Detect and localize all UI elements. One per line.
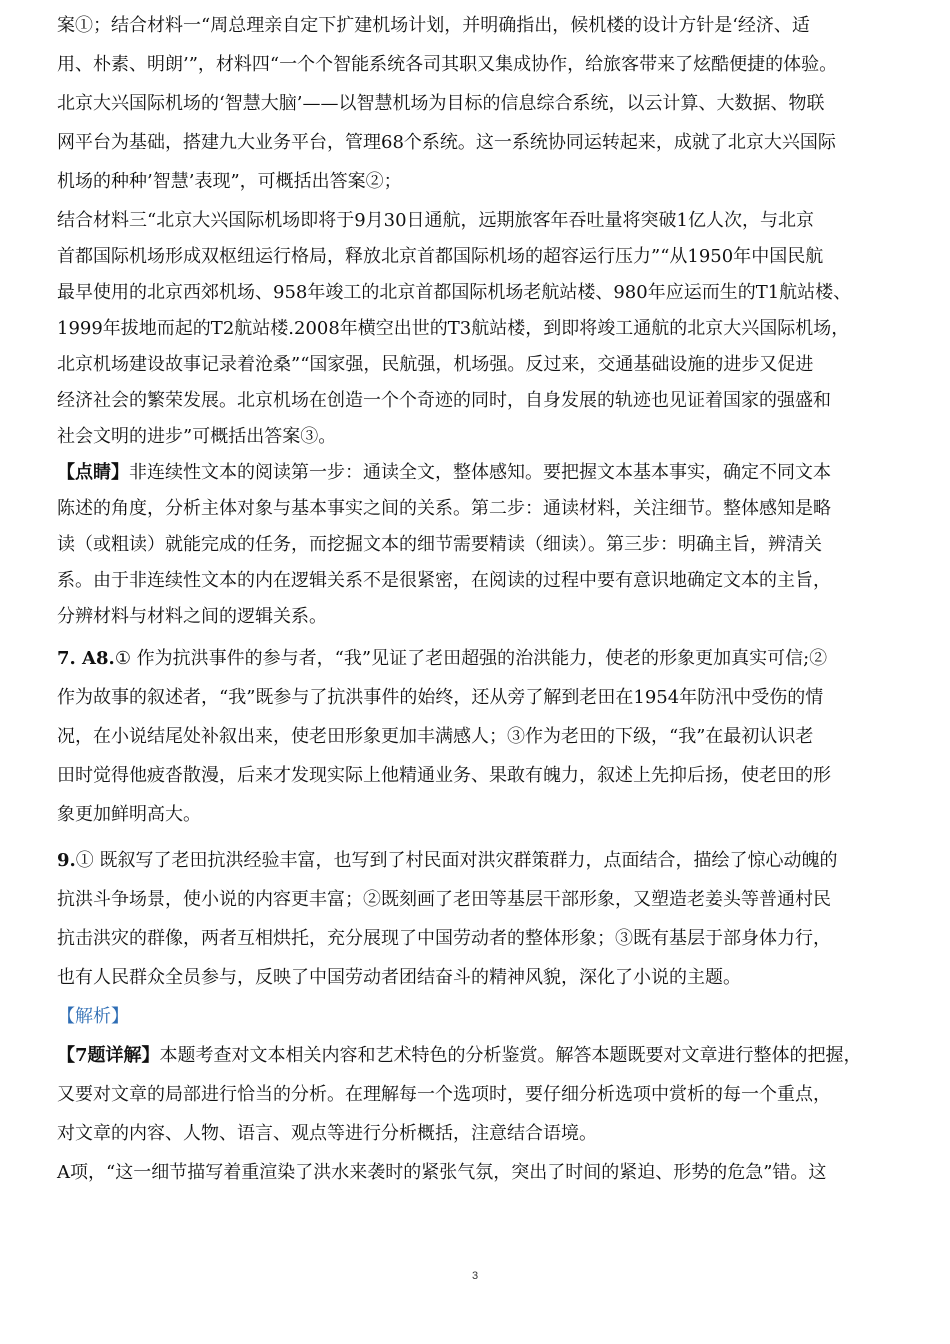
text-line: 经济社会的繁荣发展。北京机场在创造一个个奇迹的同时，自身发展的轨迹也见证着国家的强盛和: [57, 390, 831, 411]
text-span: 本题考查对文本相关内容和艺术特色的分析鉴赏。解答本题既要对文章进行整体的把握，: [159, 1045, 862, 1066]
text-line: A项，“这一细节描写着重渲染了洪水来袭时的紧张气氛，突出了时间的紧迫、形势的危急”错。这: [57, 1162, 827, 1183]
text-line: [57, 461, 831, 485]
text-line: 田时觉得他疲沓散漫，后来才发现实际上他精通业务、果敢有魄力，叙述上先抑后扬，使老田的形: [57, 765, 831, 786]
text-line: [57, 647, 827, 671]
page-number: 3: [471, 1270, 479, 1282]
text-line: 又要对文章的局部进行恰当的分析。在理解每一个选项时，要仔细分析选项中赏析的每一个重点，: [57, 1084, 831, 1105]
text-line: 北京机场建设故事记录着沧桑”“国家强，民航强，机场强。反过来，交通基础设施的进步又促进: [57, 354, 814, 375]
text-span: ① 作为抗洪事件的参与者，“我”见证了老田超强的治洪能力，使老的形象更加真实可信;②: [114, 648, 828, 669]
text-line: 也有人民群众全员参与，反映了中国劳动者团结奋斗的精神风貌，深化了小说的主题。: [57, 967, 741, 988]
section-label-q7-detail: 【7题详解】: [57, 1045, 160, 1066]
text-line: 结合材料三“北京大兴国际机场即将于9月30日通航，远期旅客年吞吐量将突破1亿人次，与北京: [57, 210, 815, 231]
text-line: 首都国际机场形成双枢纽运行格局，释放北京首都国际机场的超容运行压力”“从1950年中国民航: [57, 246, 824, 267]
text-line: 读（或粗读）就能完成的任务，而挖掘文本的细节需要精读（细读）。第三步：明确主旨，辨清关: [57, 534, 822, 555]
text-span: 非连续性文本的阅读第一步：通读全文，整体感知。要把握文本基本事实，确定不同文本: [129, 462, 831, 483]
text-span: ① 既叙写了老田抗洪经验丰富，也写到了村民面对洪灾群策群力，点面结合，描绘了惊心动魄的: [75, 850, 838, 871]
answer-label-9: 9.: [57, 850, 76, 871]
section-label-dianjing: 【点睛】: [57, 462, 129, 483]
text-line: 最早使用的北京西郊机场、958年竣工的北京首都国际机场老航站楼、980年应运而生的T1航站楼、: [57, 282, 852, 303]
text-line: 分辨材料与材料之间的逻辑关系。: [57, 606, 327, 627]
text-line: 北京大兴国际机场的‘智慧大脑’——以智慧机场为目标的信息综合系统，以云计算、大数据、物联: [57, 93, 825, 114]
text-line: 社会文明的进步”可概括出答案③。: [57, 426, 337, 447]
text-line: 系。由于非连续性文本的内在逻辑关系不是很紧密，在阅读的过程中要有意识地确定文本的主旨，: [57, 570, 831, 591]
text-line: [57, 849, 838, 873]
text-line: 网平台为基础，搭建九大业务平台，管理68个系统。这一系统协同运转起来，成就了北京大兴国际: [57, 132, 836, 153]
text-line: 抗洪斗争场景，使小说的内容更丰富；②既刻画了老田等基层干部形象，又塑造老姜头等普通村民: [57, 889, 831, 910]
text-line: 抗击洪灾的群像，两者互相烘托，充分展现了中国劳动者的整体形象；③既有基层于部身体力行，: [57, 928, 831, 949]
text-line: 象更加鲜明高大。: [57, 804, 201, 825]
section-label-jiexi: 【解析】: [57, 1006, 129, 1027]
text-line: 1999年拔地而起的T2航站楼.2008年横空出世的T3航站楼，到即将竣工通航的北京大兴国际机场，: [57, 318, 850, 339]
text-line: 陈述的角度，分析主体对象与基本事实之间的关系。第二步：通读材料，关注细节。整体感知是略: [57, 498, 831, 519]
text-line: 机场的种种’智慧’表现”，可概括出答案②；: [57, 171, 402, 192]
text-line: 用、朴素、明朗’”，材料四“一个个智能系统各司其职又集成协作，给旅客带来了炫酷便捷的体验。: [57, 54, 838, 75]
text-line: 况，在小说结尾处补叙出来，使老田形象更加丰满感人；③作为老田的下级，“我”在最初认识老: [57, 726, 814, 747]
text-line: [57, 1044, 862, 1068]
text-line: 案①；结合材料一“周总理亲自定下扩建机场计划，并明确指出，候机楼的设计方针是‘经济、适: [57, 15, 810, 36]
answer-label-7-8: 7. A8.: [57, 648, 115, 669]
text-line: 作为故事的叙述者，“我”既参与了抗洪事件的始终，还从旁了解到老田在1954年防汛中受伤的情: [57, 687, 824, 708]
text-line: 对文章的内容、人物、语言、观点等进行分析概括，注意结合语境。: [57, 1123, 597, 1144]
